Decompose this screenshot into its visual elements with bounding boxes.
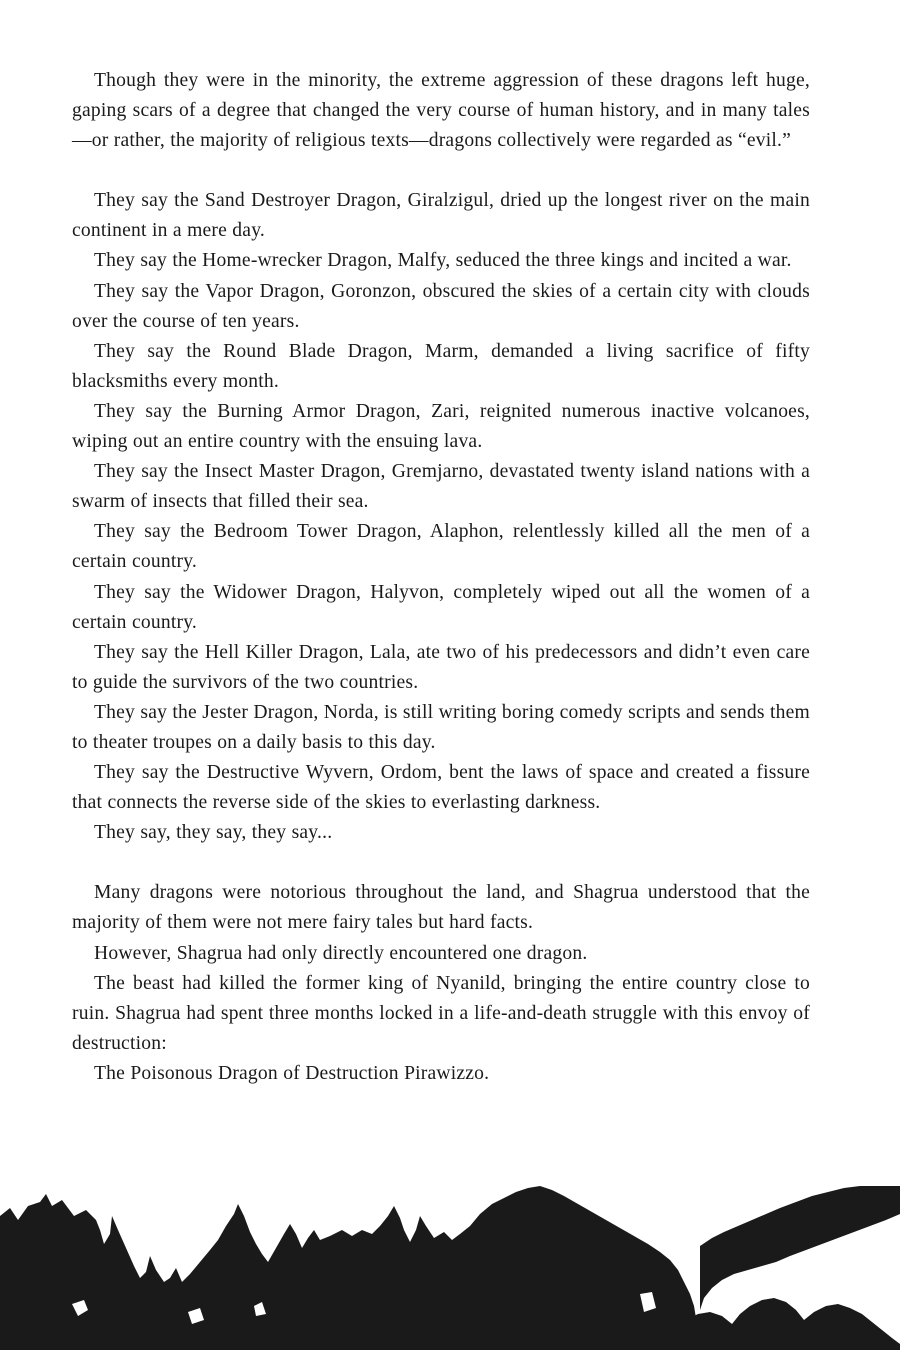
- text-column: [72, 66, 810, 1089]
- paragraph: They say the Insect Master Dragon, Gremjarno, devastated twenty island nations with a swarm of insects that filled their sea.: [72, 461, 810, 513]
- paragraph: They say the Burning Armor Dragon, Zari, reignited numerous inactive volcanoes, wiping out an entire country with the ensuing lava.: [72, 400, 810, 453]
- paragraph: They say the Home-wrecker Dragon, Malfy, seduced the three kings and incited a war.: [94, 250, 792, 272]
- block-spacer: [72, 848, 810, 878]
- paragraph: The beast had killed the former king of Nyanild, bringing the entire country close to ruin. Shagrua had spent three months locked in a life-and-death struggle with this envoy of destruction:: [72, 972, 810, 1054]
- paragraph: They say the Round Blade Dragon, Marm, demanded a living sacrifice of fifty blacksmiths every month.: [72, 340, 810, 392]
- paragraph-block-intro: [72, 66, 810, 156]
- paragraph: They say the Widower Dragon, Halyvon, completely wiped out all the women of a certain country.: [72, 581, 810, 633]
- block-spacer: [72, 156, 810, 186]
- debris-silhouette-illustration: [0, 1186, 900, 1350]
- paragraph-block-shagrua: [72, 878, 810, 1089]
- paragraph: Many dragons were notorious throughout the land, and Shagrua understood that the majority of them were not mere fairy tales but hard facts.: [72, 882, 810, 934]
- paragraph: They say the Bedroom Tower Dragon, Alaphon, relentlessly killed all the men of a certain country.: [72, 521, 810, 573]
- paragraph: They say the Destructive Wyvern, Ordom, bent the laws of space and created a fissure that connects the reverse side of the skies to everlasting darkness.: [72, 762, 810, 814]
- paragraph: They say the Jester Dragon, Norda, is still writing boring comedy scripts and sends them to theater troupes on a daily basis to this day.: [72, 701, 810, 753]
- silhouette-negative-notches: [72, 1292, 656, 1324]
- paragraph: They say the Hell Killer Dragon, Lala, ate two of his predecessors and didn’t even care to guide the survivors of the two countries.: [72, 641, 810, 693]
- paragraph-block-they-say-list: [72, 186, 810, 848]
- paragraph: They say the Vapor Dragon, Goronzon, obscured the skies of a certain city with clouds over the course of ten years.: [72, 280, 810, 332]
- paragraph: They say, they say, they say...: [94, 822, 333, 844]
- paragraph: The Poisonous Dragon of Destruction Pirawizzo.: [94, 1062, 490, 1084]
- jagged-debris-silhouette-shape: [0, 1186, 900, 1350]
- paragraph: Though they were in the minority, the extreme aggression of these dragons left huge, gaping scars of a degree that changed the very course of human history, and in many tales—or rather, the majority of religious texts—dragons collectively were regarded as “evil.”: [72, 70, 810, 152]
- paragraph: They say the Sand Destroyer Dragon, Giralzigul, dried up the longest river on the main continent in a mere day.: [72, 190, 810, 242]
- paragraph: However, Shagrua had only directly encountered one dragon.: [94, 942, 588, 964]
